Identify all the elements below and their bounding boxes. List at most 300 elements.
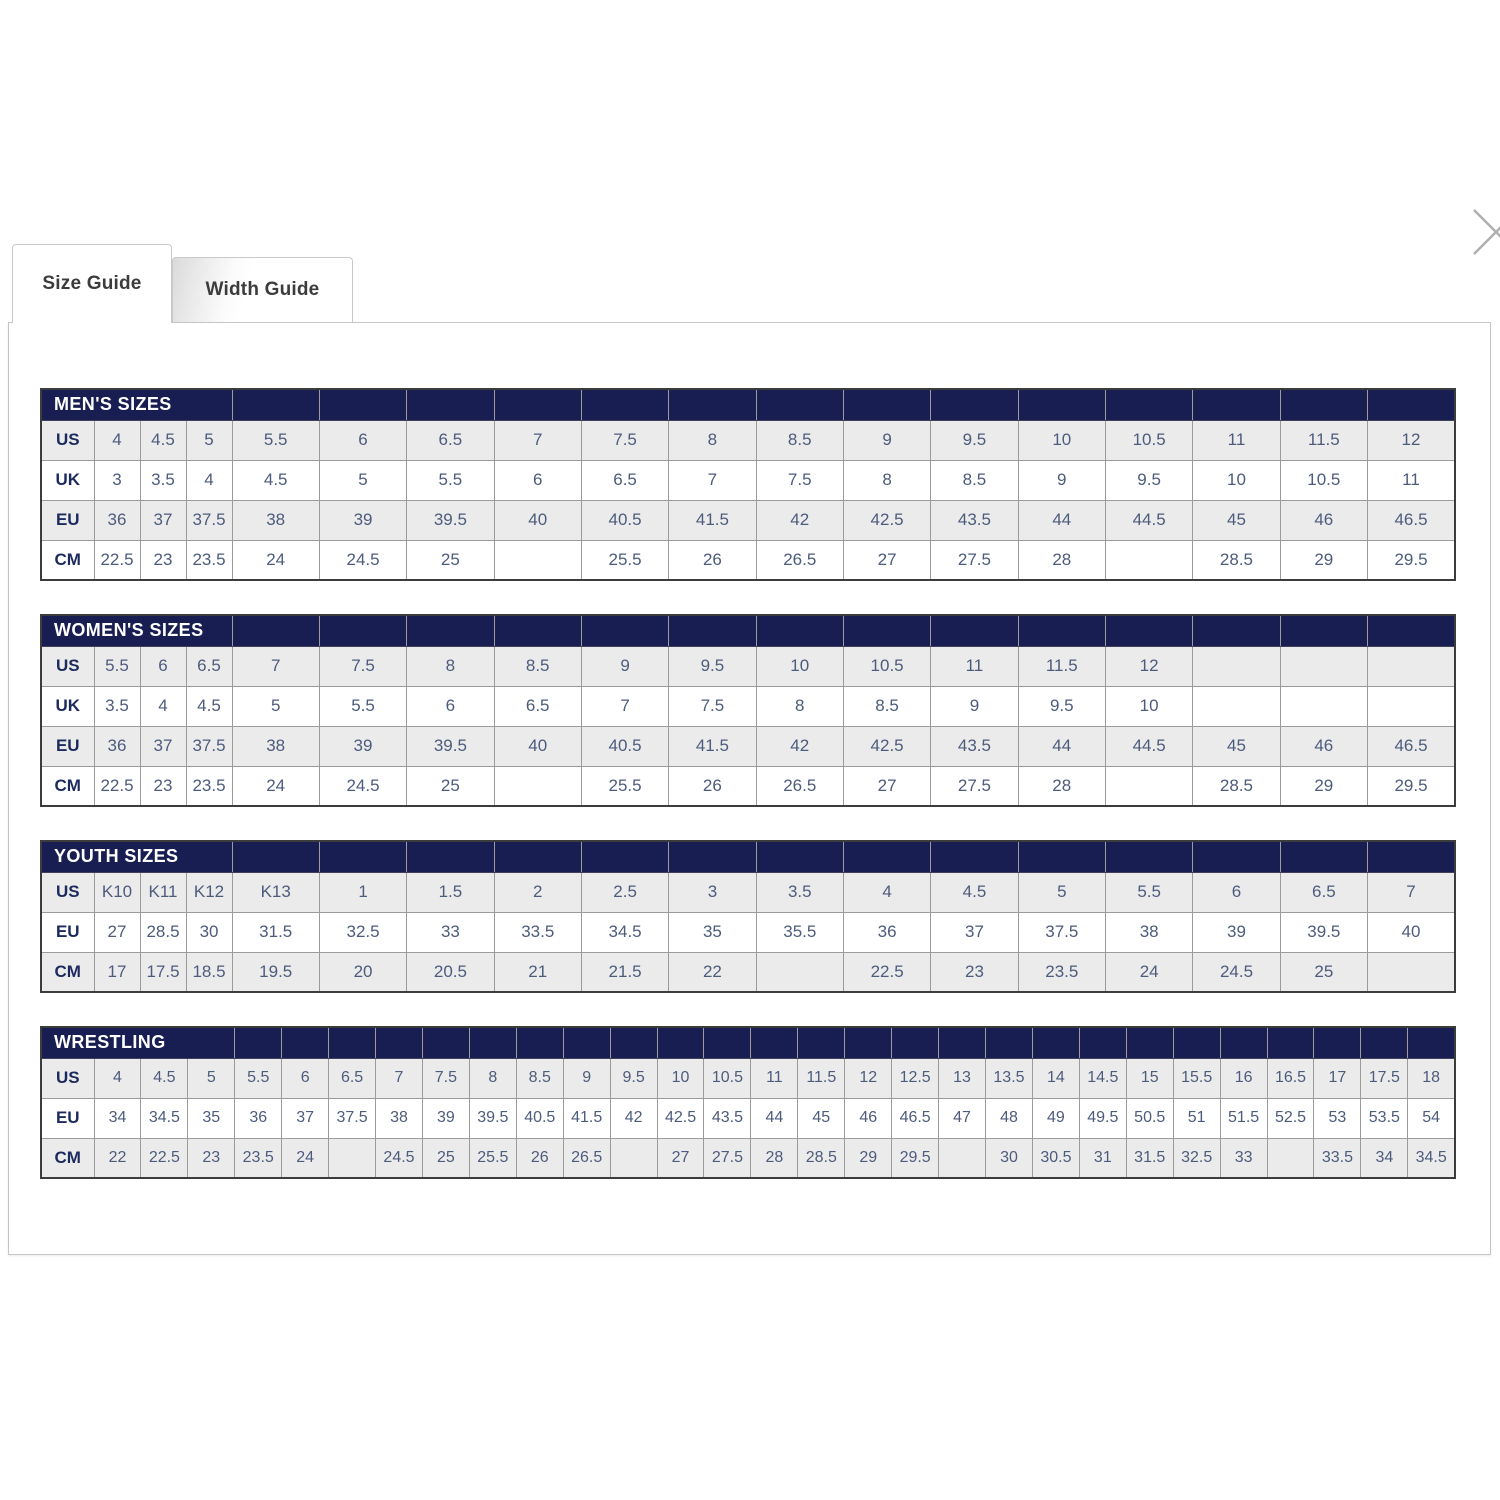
table-header-cell: [756, 841, 843, 872]
table-header-cell: [407, 389, 494, 420]
size-cell: 39: [1193, 912, 1280, 952]
size-cell: 46.5: [892, 1098, 939, 1138]
size-cell: 23: [931, 952, 1018, 992]
size-cell: 22: [94, 1138, 141, 1178]
size-cell: 9.5: [610, 1058, 657, 1098]
size-cell: 23: [140, 540, 186, 580]
table-header-cell: [1280, 841, 1367, 872]
row-label: CM: [41, 766, 94, 806]
size-cell: 27: [94, 912, 140, 952]
size-cell: 10.5: [1105, 420, 1192, 460]
size-cell: 5.5: [1105, 872, 1192, 912]
size-cell: 37.5: [186, 500, 232, 540]
size-cell: [1368, 952, 1455, 992]
size-cell: 9: [1018, 460, 1105, 500]
table-header-cell: [1079, 1027, 1126, 1058]
size-row: [41, 500, 1455, 540]
table-header-cell: [1126, 1027, 1173, 1058]
close-icon[interactable]: [1466, 200, 1500, 260]
size-cell: 22.5: [141, 1138, 188, 1178]
size-cell: 10: [1193, 460, 1280, 500]
size-cell: 7.5: [669, 686, 756, 726]
size-cell: K10: [94, 872, 140, 912]
size-cell: [939, 1138, 986, 1178]
table-header-cell: [469, 1027, 516, 1058]
size-cell: 39.5: [469, 1098, 516, 1138]
size-row: [41, 872, 1455, 912]
size-cell: 12.5: [892, 1058, 939, 1098]
size-cell: 17: [94, 952, 140, 992]
size-cell: 12: [1105, 646, 1192, 686]
size-cell: [1193, 646, 1280, 686]
size-cell: 8: [756, 686, 843, 726]
size-cell: 11: [1367, 460, 1455, 500]
size-cell: 4.5: [140, 420, 186, 460]
size-cell: 5: [1018, 872, 1105, 912]
size-cell: K13: [232, 872, 319, 912]
size-cell: [756, 952, 843, 992]
table-header-cell: [1408, 1027, 1455, 1058]
size-cell: [610, 1138, 657, 1178]
table-header-cell: [319, 615, 406, 646]
size-cell: 34: [94, 1098, 141, 1138]
size-cell: 25.5: [581, 540, 668, 580]
size-cell: 40: [494, 500, 581, 540]
size-cell: 34.5: [1408, 1138, 1455, 1178]
size-cell: 43.5: [931, 726, 1018, 766]
size-row: [41, 540, 1455, 580]
size-cell: 45: [1193, 500, 1280, 540]
table-header-cell: [329, 1027, 376, 1058]
size-cell: 4: [843, 872, 930, 912]
table-header-cell: [1368, 841, 1455, 872]
size-cell: [1367, 646, 1455, 686]
wrestling-sizes-table: [40, 1026, 1456, 1179]
table-header-cell: [376, 1027, 423, 1058]
table-header-cell: [319, 841, 406, 872]
size-cell: 22.5: [843, 952, 930, 992]
size-cell: 8.5: [756, 420, 843, 460]
table-header-cell: [422, 1027, 469, 1058]
table-header-cell: [657, 1027, 704, 1058]
table-header-cell: [1280, 615, 1367, 646]
table-header-cell: [843, 615, 930, 646]
size-cell: 38: [232, 726, 319, 766]
size-cell: 39: [422, 1098, 469, 1138]
size-cell: 23: [188, 1138, 235, 1178]
size-cell: 13: [939, 1058, 986, 1098]
size-cell: 28.5: [140, 912, 186, 952]
size-cell: 48: [986, 1098, 1033, 1138]
size-cell: 6.5: [407, 420, 494, 460]
size-cell: 4: [94, 420, 140, 460]
size-cell: 1: [319, 872, 406, 912]
size-row: [41, 766, 1455, 806]
size-cell: 24.5: [319, 540, 406, 580]
size-cell: 27: [843, 540, 930, 580]
table-title: WOMEN'S SIZES: [41, 615, 232, 646]
table-header-cell: [798, 1027, 845, 1058]
size-cell: 16.5: [1267, 1058, 1314, 1098]
size-cell: 26: [669, 766, 756, 806]
size-cell: 44: [751, 1098, 798, 1138]
size-cell: 5: [188, 1058, 235, 1098]
size-cell: 29.5: [1367, 540, 1455, 580]
size-cell: 40.5: [516, 1098, 563, 1138]
size-cell: 39.5: [407, 500, 494, 540]
table-header-cell: [1193, 841, 1280, 872]
size-cell: 54: [1408, 1098, 1455, 1138]
size-cell: 35.5: [756, 912, 843, 952]
size-cell: 26.5: [563, 1138, 610, 1178]
table-header-cell: [669, 841, 756, 872]
size-cell: 46: [845, 1098, 892, 1138]
size-cell: 28: [1018, 766, 1105, 806]
size-cell: 4.5: [931, 872, 1018, 912]
size-cell: 53: [1314, 1098, 1361, 1138]
row-label: US: [41, 420, 94, 460]
table-header-cell: [581, 841, 668, 872]
size-cell: 9: [581, 646, 668, 686]
size-cell: 7.5: [756, 460, 843, 500]
row-label: EU: [41, 1098, 94, 1138]
size-cell: 20: [319, 952, 406, 992]
table-title: WRESTLING: [41, 1027, 235, 1058]
womens-sizes-table: [40, 614, 1456, 807]
size-cell: 33.5: [1314, 1138, 1361, 1178]
table-header-cell: [939, 1027, 986, 1058]
tab-width-guide[interactable]: [172, 257, 353, 322]
size-row: [41, 420, 1455, 460]
size-cell: 7: [669, 460, 756, 500]
size-cell: 27.5: [704, 1138, 751, 1178]
size-cell: 11: [1193, 420, 1280, 460]
size-cell: 9.5: [1018, 686, 1105, 726]
size-cell: [1267, 1138, 1314, 1178]
size-cell: 9: [563, 1058, 610, 1098]
size-cell: 37.5: [186, 726, 232, 766]
size-cell: 7: [376, 1058, 423, 1098]
size-cell: 8: [843, 460, 930, 500]
size-cell: [329, 1138, 376, 1178]
size-cell: 8.5: [494, 646, 581, 686]
table-header-cell: [235, 1027, 282, 1058]
table-header-cell: [232, 841, 319, 872]
size-cell: 11.5: [1280, 420, 1367, 460]
table-header-cell: [843, 389, 930, 420]
size-cell: 29: [845, 1138, 892, 1178]
size-cell: 39.5: [1280, 912, 1367, 952]
size-cell: 38: [376, 1098, 423, 1138]
table-header-cell: [1361, 1027, 1408, 1058]
size-cell: 51.5: [1220, 1098, 1267, 1138]
table-header-cell: [407, 841, 494, 872]
size-cell: 6: [407, 686, 494, 726]
size-cell: 46: [1280, 726, 1367, 766]
size-cell: 53.5: [1361, 1098, 1408, 1138]
table-header-cell: [282, 1027, 329, 1058]
tab-size-guide[interactable]: [12, 244, 172, 323]
row-label: US: [41, 1058, 94, 1098]
table-header-cell: [494, 841, 581, 872]
size-cell: 15.5: [1173, 1058, 1220, 1098]
size-cell: 28.5: [1193, 540, 1280, 580]
table-header-cell: [1367, 615, 1455, 646]
size-cell: 10: [756, 646, 843, 686]
table-header-cell: [407, 615, 494, 646]
size-cell: 9.5: [1105, 460, 1192, 500]
size-cell: 22.5: [94, 540, 140, 580]
table-header-cell: [1280, 389, 1367, 420]
row-label: UK: [41, 686, 94, 726]
size-cell: 49: [1032, 1098, 1079, 1138]
table-header-cell: [1032, 1027, 1079, 1058]
size-cell: 30: [186, 912, 232, 952]
size-cell: 16: [1220, 1058, 1267, 1098]
size-cell: 24: [1105, 952, 1192, 992]
size-cell: 7: [1368, 872, 1455, 912]
size-cell: 13.5: [986, 1058, 1033, 1098]
size-cell: 46: [1280, 500, 1367, 540]
row-label: US: [41, 872, 94, 912]
size-cell: 25: [422, 1138, 469, 1178]
size-cell: 7: [232, 646, 319, 686]
size-cell: 22.5: [94, 766, 140, 806]
table-header-cell: [845, 1027, 892, 1058]
size-cell: K11: [140, 872, 186, 912]
size-cell: 37: [140, 726, 186, 766]
size-guide-panel: [8, 322, 1491, 1255]
row-label: CM: [41, 540, 94, 580]
size-cell: 34.5: [581, 912, 668, 952]
size-cell: 8: [669, 420, 756, 460]
table-header-cell: [1220, 1027, 1267, 1058]
size-cell: 5.5: [94, 646, 140, 686]
size-row: [41, 912, 1455, 952]
size-cell: 10: [1105, 686, 1192, 726]
size-cell: 24.5: [319, 766, 406, 806]
size-cell: 10: [657, 1058, 704, 1098]
size-cell: 26: [669, 540, 756, 580]
size-cell: 6.5: [329, 1058, 376, 1098]
table-header-cell: [1193, 389, 1280, 420]
table-header-cell: [581, 615, 668, 646]
size-cell: 44: [1018, 500, 1105, 540]
table-header-cell: [931, 615, 1018, 646]
size-cell: 35: [669, 912, 756, 952]
size-cell: [494, 766, 581, 806]
size-cell: 39: [319, 500, 406, 540]
size-cell: 37: [282, 1098, 329, 1138]
size-cell: 28: [1018, 540, 1105, 580]
size-cell: 27: [843, 766, 930, 806]
size-cell: 7: [581, 686, 668, 726]
table-header-cell: [1105, 389, 1192, 420]
size-cell: 28.5: [798, 1138, 845, 1178]
size-cell: 6: [319, 420, 406, 460]
size-cell: 42.5: [843, 726, 930, 766]
size-cell: 34.5: [141, 1098, 188, 1138]
size-cell: 29: [1280, 766, 1367, 806]
size-cell: 15: [1126, 1058, 1173, 1098]
size-cell: 42: [756, 500, 843, 540]
size-cell: 3.5: [140, 460, 186, 500]
size-cell: 14.5: [1079, 1058, 1126, 1098]
size-cell: 4: [140, 686, 186, 726]
size-cell: 5.5: [232, 420, 319, 460]
size-cell: 39.5: [407, 726, 494, 766]
size-cell: 31.5: [232, 912, 319, 952]
size-cell: 23.5: [186, 766, 232, 806]
size-cell: 18: [1408, 1058, 1455, 1098]
size-cell: 17: [1314, 1058, 1361, 1098]
youth-sizes-table: [40, 840, 1456, 993]
size-cell: 33: [407, 912, 494, 952]
table-header-cell: [704, 1027, 751, 1058]
size-cell: 23: [140, 766, 186, 806]
size-cell: 27.5: [931, 540, 1018, 580]
size-cell: 45: [798, 1098, 845, 1138]
size-cell: 30.5: [1032, 1138, 1079, 1178]
size-cell: 14: [1032, 1058, 1079, 1098]
size-cell: 40.5: [581, 726, 668, 766]
size-cell: 39: [319, 726, 406, 766]
size-cell: 25: [407, 540, 494, 580]
size-cell: 25.5: [581, 766, 668, 806]
table-header-cell: [1173, 1027, 1220, 1058]
size-cell: 2: [494, 872, 581, 912]
table-header-cell: [319, 389, 406, 420]
size-cell: 8: [469, 1058, 516, 1098]
size-row: [41, 1098, 1455, 1138]
size-cell: 9: [843, 420, 930, 460]
size-cell: 6.5: [186, 646, 232, 686]
size-cell: 3: [94, 460, 140, 500]
size-cell: 25: [407, 766, 494, 806]
table-header-cell: [494, 615, 581, 646]
size-cell: 36: [843, 912, 930, 952]
size-cell: 40: [1368, 912, 1455, 952]
size-cell: 28.5: [1193, 766, 1280, 806]
size-cell: 10.5: [1280, 460, 1367, 500]
size-cell: 17.5: [1361, 1058, 1408, 1098]
size-cell: [1105, 540, 1192, 580]
size-cell: 24.5: [376, 1138, 423, 1178]
size-cell: 18.5: [186, 952, 232, 992]
size-cell: 21.5: [581, 952, 668, 992]
size-cell: 36: [235, 1098, 282, 1138]
size-cell: 29.5: [1367, 766, 1455, 806]
size-cell: 45: [1193, 726, 1280, 766]
table-header-cell: [843, 841, 930, 872]
size-cell: 40.5: [581, 500, 668, 540]
table-header-cell: [1105, 841, 1192, 872]
size-cell: 9: [931, 686, 1018, 726]
size-cell: 38: [232, 500, 319, 540]
mens-sizes-table: [40, 388, 1456, 581]
table-title: YOUTH SIZES: [41, 841, 232, 872]
size-cell: 49.5: [1079, 1098, 1126, 1138]
table-header-cell: [232, 389, 319, 420]
size-cell: [1280, 646, 1367, 686]
size-cell: 38: [1105, 912, 1192, 952]
size-cell: 5.5: [235, 1058, 282, 1098]
size-cell: 41.5: [669, 726, 756, 766]
table-header-cell: [1018, 389, 1105, 420]
size-cell: 11: [751, 1058, 798, 1098]
table-header-cell: [1105, 615, 1192, 646]
size-cell: 4: [186, 460, 232, 500]
size-cell: 8.5: [516, 1058, 563, 1098]
size-cell: 4.5: [186, 686, 232, 726]
table-header-cell: [1367, 389, 1455, 420]
size-cell: 6: [140, 646, 186, 686]
table-header-cell: [892, 1027, 939, 1058]
size-cell: 42.5: [843, 500, 930, 540]
size-cell: 26.5: [756, 766, 843, 806]
size-cell: 51: [1173, 1098, 1220, 1138]
size-cell: 31: [1079, 1138, 1126, 1178]
table-header-cell: [931, 841, 1018, 872]
size-cell: 11: [931, 646, 1018, 686]
size-cell: 42.5: [657, 1098, 704, 1138]
size-cell: 10.5: [843, 646, 930, 686]
size-cell: 6.5: [581, 460, 668, 500]
size-cell: 24: [232, 766, 319, 806]
size-cell: 24.5: [1193, 952, 1280, 992]
row-label: EU: [41, 726, 94, 766]
size-cell: [1367, 686, 1455, 726]
size-cell: 37: [140, 500, 186, 540]
row-label: US: [41, 646, 94, 686]
table-header-cell: [563, 1027, 610, 1058]
size-cell: 20.5: [407, 952, 494, 992]
size-cell: 44.5: [1105, 726, 1192, 766]
size-cell: 5: [319, 460, 406, 500]
size-cell: 10: [1018, 420, 1105, 460]
size-cell: 37.5: [329, 1098, 376, 1138]
size-cell: 4.5: [232, 460, 319, 500]
size-cell: 3.5: [94, 686, 140, 726]
table-header-cell: [581, 389, 668, 420]
size-cell: 7.5: [581, 420, 668, 460]
size-cell: 37: [931, 912, 1018, 952]
size-cell: 11.5: [1018, 646, 1105, 686]
size-cell: 3.5: [756, 872, 843, 912]
size-cell: 8.5: [931, 460, 1018, 500]
size-row: [41, 646, 1455, 686]
size-cell: 9.5: [669, 646, 756, 686]
table-header-cell: [756, 615, 843, 646]
size-cell: 37.5: [1018, 912, 1105, 952]
size-cell: 26.5: [756, 540, 843, 580]
size-cell: 43.5: [704, 1098, 751, 1138]
table-header-cell: [232, 615, 319, 646]
row-label: CM: [41, 952, 94, 992]
row-label: EU: [41, 500, 94, 540]
size-cell: 23.5: [235, 1138, 282, 1178]
size-cell: 22: [669, 952, 756, 992]
table-header-cell: [1018, 841, 1105, 872]
table-header-cell: [494, 389, 581, 420]
size-guide-content: [9, 323, 1490, 1179]
size-cell: 42: [610, 1098, 657, 1138]
row-label: EU: [41, 912, 94, 952]
size-cell: 10.5: [704, 1058, 751, 1098]
size-row: [41, 460, 1455, 500]
size-cell: 31.5: [1126, 1138, 1173, 1178]
size-cell: 8.5: [843, 686, 930, 726]
